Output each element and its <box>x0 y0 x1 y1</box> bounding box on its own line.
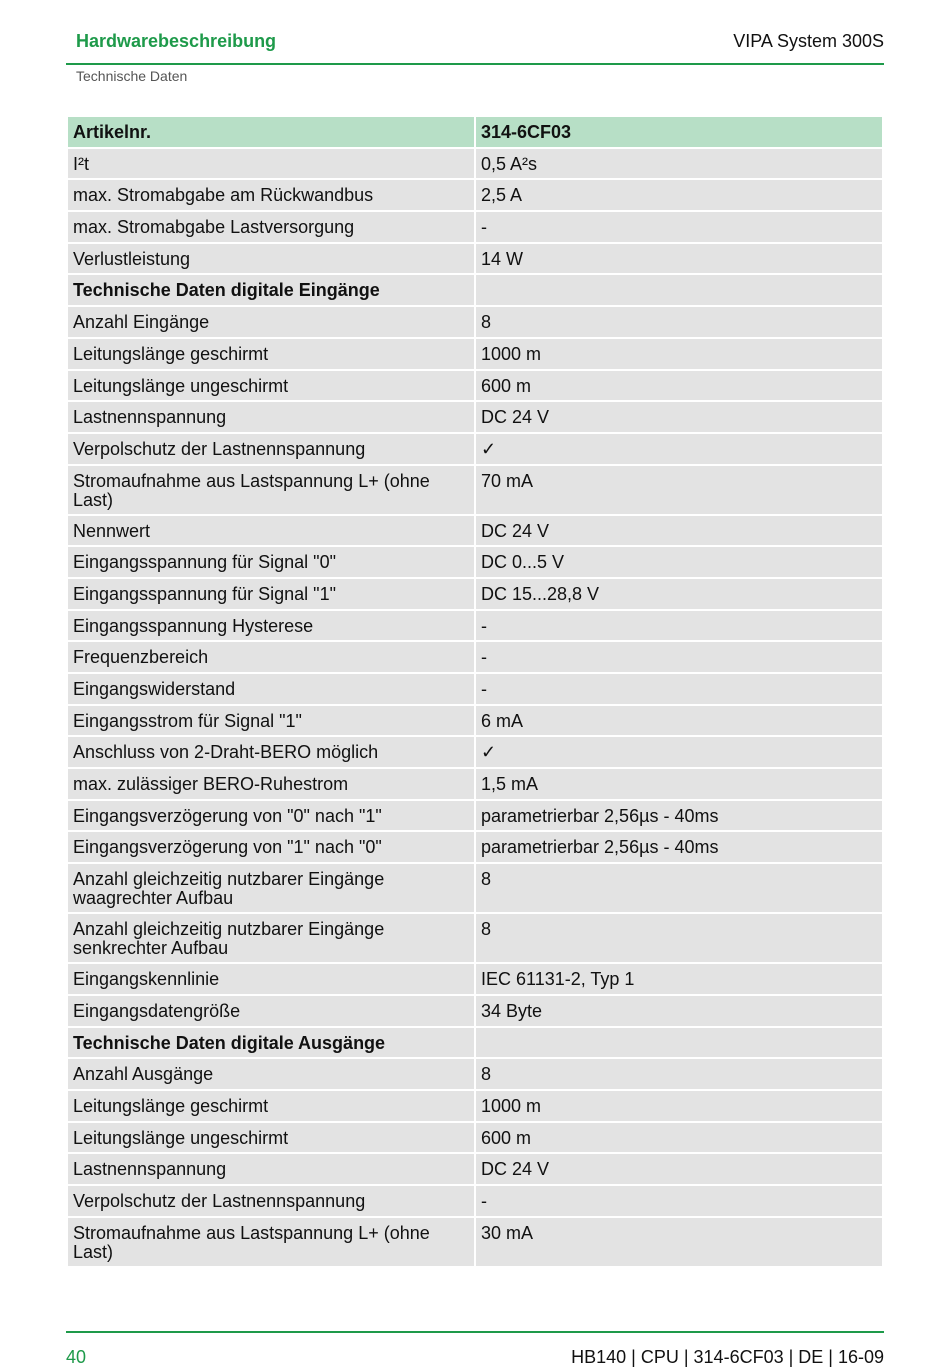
row-value: 70 mA <box>476 466 882 514</box>
row-label: Nennwert <box>68 516 474 546</box>
table-row <box>68 547 882 577</box>
spec-table-body <box>68 117 882 1266</box>
row-label: Leitungslänge geschirmt <box>68 1091 474 1121</box>
table-row <box>68 674 882 704</box>
header-document-title: VIPA System 300S <box>733 31 884 51</box>
header-cell-label: Artikelnr. <box>68 117 474 147</box>
row-value: 600 m <box>476 1123 882 1153</box>
row-label: Leitungslänge geschirmt <box>68 339 474 369</box>
row-label: Eingangsverzögerung von "1" nach "0" <box>68 832 474 862</box>
row-value: DC 24 V <box>476 1154 882 1184</box>
row-label: Technische Daten digitale Ausgänge <box>68 1028 474 1058</box>
row-value: DC 24 V <box>476 402 882 432</box>
row-label: Stromaufnahme aus Lastspannung L+ (ohne Last) <box>68 466 474 514</box>
row-label: Verlustleistung <box>68 244 474 274</box>
row-label: Technische Daten digitale Eingänge <box>68 275 474 305</box>
row-label: max. Stromabgabe am Rückwandbus <box>68 180 474 210</box>
table-section-row <box>68 1028 882 1058</box>
row-value: - <box>476 674 882 704</box>
row-value: 8 <box>476 307 882 337</box>
row-value: 1000 m <box>476 339 882 369</box>
header-cell-value: 314-6CF03 <box>476 117 882 147</box>
table-row <box>68 706 882 736</box>
table-row <box>68 737 882 767</box>
row-label: Leitungslänge ungeschirmt <box>68 371 474 401</box>
table-row <box>68 244 882 274</box>
row-label: max. zulässiger BERO-Ruhestrom <box>68 769 474 799</box>
row-value: 34 Byte <box>476 996 882 1026</box>
header-section-title: Hardwarebeschreibung <box>76 31 277 51</box>
spec-table <box>66 115 884 1268</box>
row-label: Eingangsdatengröße <box>68 996 474 1026</box>
row-label: Frequenzbereich <box>68 642 474 672</box>
table-row <box>68 180 882 210</box>
header-rule <box>66 63 884 65</box>
row-value: 30 mA <box>476 1218 882 1266</box>
table-row <box>68 1154 882 1184</box>
row-value: 6 mA <box>476 706 882 736</box>
row-value: IEC 61131-2, Typ 1 <box>476 964 882 994</box>
table-row <box>68 371 882 401</box>
row-label: Verpolschutz der Lastnennspannung <box>68 1186 474 1216</box>
row-label: Eingangsspannung für Signal "1" <box>68 579 474 609</box>
row-value: parametrierbar 2,56µs - 40ms <box>476 832 882 862</box>
table-section-row <box>68 275 882 305</box>
table-row <box>68 1091 882 1121</box>
table-row <box>68 832 882 862</box>
header-subsection: Technische Daten <box>76 68 188 84</box>
table-row <box>68 307 882 337</box>
table-row <box>68 1123 882 1153</box>
row-value <box>476 1028 882 1058</box>
row-label: Anzahl gleichzeitig nutzbarer Eingänge waagrechter Aufbau <box>68 864 474 912</box>
table-row <box>68 579 882 609</box>
table-row <box>68 1186 882 1216</box>
row-label: Lastnennspannung <box>68 402 474 432</box>
row-label: max. Stromabgabe Lastversorgung <box>68 212 474 242</box>
row-label: Anzahl Ausgänge <box>68 1059 474 1089</box>
row-value: DC 0...5 V <box>476 547 882 577</box>
table-row <box>68 434 882 464</box>
table-row <box>68 642 882 672</box>
row-value: 8 <box>476 1059 882 1089</box>
row-label: Eingangsstrom für Signal "1" <box>68 706 474 736</box>
row-label: Leitungslänge ungeschirmt <box>68 1123 474 1153</box>
table-row <box>68 466 882 514</box>
table-row <box>68 864 882 912</box>
row-value: - <box>476 1186 882 1216</box>
row-value <box>476 275 882 305</box>
row-value: parametrierbar 2,56µs - 40ms <box>476 801 882 831</box>
table-row <box>68 212 882 242</box>
table-row <box>68 611 882 641</box>
row-value: 2,5 A <box>476 180 882 210</box>
table-row <box>68 801 882 831</box>
row-label: I²t <box>68 149 474 179</box>
row-value: - <box>476 611 882 641</box>
row-value: ✓ <box>476 434 882 464</box>
table-row <box>68 339 882 369</box>
row-value: 8 <box>476 914 882 962</box>
row-value: - <box>476 642 882 672</box>
footer-document-reference: HB140 | CPU | 314-6CF03 | DE | 16-09 <box>571 1347 884 1367</box>
row-value: - <box>476 212 882 242</box>
row-value: ✓ <box>476 737 882 767</box>
row-label: Stromaufnahme aus Lastspannung L+ (ohne Last) <box>68 1218 474 1266</box>
row-label: Eingangskennlinie <box>68 964 474 994</box>
row-label: Lastnennspannung <box>68 1154 474 1184</box>
row-value: 1,5 mA <box>476 769 882 799</box>
row-value: 14 W <box>476 244 882 274</box>
row-value: 0,5 A²s <box>476 149 882 179</box>
row-value: 1000 m <box>476 1091 882 1121</box>
row-value: 8 <box>476 864 882 912</box>
row-label: Eingangsverzögerung von "0" nach "1" <box>68 801 474 831</box>
row-value: DC 24 V <box>476 516 882 546</box>
table-row <box>68 149 882 179</box>
table-header-row <box>68 117 882 147</box>
table-row <box>68 964 882 994</box>
row-value: 600 m <box>476 371 882 401</box>
row-value: DC 15...28,8 V <box>476 579 882 609</box>
row-label: Anzahl gleichzeitig nutzbarer Eingänge senkrechter Aufbau <box>68 914 474 962</box>
table-row <box>68 996 882 1026</box>
row-label: Anschluss von 2-Draht-BERO möglich <box>68 737 474 767</box>
footer-rule <box>66 1331 884 1333</box>
table-row <box>68 1218 882 1266</box>
row-label: Eingangswiderstand <box>68 674 474 704</box>
table-row <box>68 516 882 546</box>
page-number: 40 <box>66 1347 87 1367</box>
table-row <box>68 1059 882 1089</box>
row-label: Anzahl Eingänge <box>68 307 474 337</box>
table-row <box>68 402 882 432</box>
row-label: Verpolschutz der Lastnennspannung <box>68 434 474 464</box>
row-label: Eingangsspannung Hysterese <box>68 611 474 641</box>
table-row <box>68 769 882 799</box>
table-row <box>68 914 882 962</box>
row-label: Eingangsspannung für Signal "0" <box>68 547 474 577</box>
